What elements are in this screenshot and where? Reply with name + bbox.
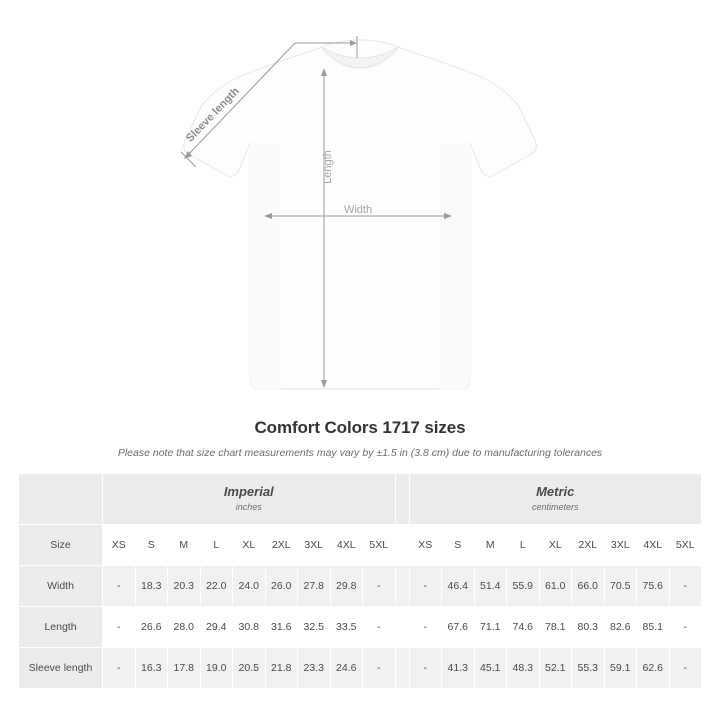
cell-sleeve-metric-5xl: -: [669, 648, 702, 689]
cell-width-imperial-3xl: 27.8: [298, 566, 331, 607]
cell-width-metric-l: 55.9: [507, 566, 540, 607]
cell-length-metric-3xl: 82.6: [604, 607, 637, 648]
row-label-width: Width: [19, 566, 103, 607]
cell-sleeve-imperial-3xl: 23.3: [298, 648, 331, 689]
size-header-imperial-m: M: [168, 525, 201, 566]
size-header-metric-s: S: [442, 525, 475, 566]
cell-length-metric-s: 67.6: [442, 607, 475, 648]
cell-length-metric-m: 71.1: [474, 607, 507, 648]
system-header-row: [19, 474, 702, 525]
cell-length-imperial-s: 26.6: [135, 607, 168, 648]
size-header-gap: [395, 525, 409, 566]
cell-width-imperial-l: 22.0: [200, 566, 233, 607]
cell-width-imperial-s: 18.3: [135, 566, 168, 607]
cell-width-metric-5xl: -: [669, 566, 702, 607]
title-block: [0, 418, 720, 459]
page-title: Comfort Colors 1717 sizes: [254, 418, 466, 437]
cell-length-imperial-5xl: -: [363, 607, 396, 648]
cell-width-metric-4xl: 75.6: [637, 566, 670, 607]
cell-width-metric-2xl: 66.0: [572, 566, 605, 607]
cell-width-imperial-xs: -: [103, 566, 136, 607]
cell-width-imperial-4xl: 29.8: [330, 566, 363, 607]
cell-sleeve-metric-s: 41.3: [442, 648, 475, 689]
cell-length-imperial-xl: 30.8: [233, 607, 266, 648]
size-header-imperial-4xl: 4XL: [330, 525, 363, 566]
system-name-metric: Metric: [536, 484, 575, 500]
cell-width-gap: [395, 566, 409, 607]
cell-width-metric-3xl: 70.5: [604, 566, 637, 607]
cell-length-metric-2xl: 80.3: [572, 607, 605, 648]
cell-length-imperial-2xl: 31.6: [265, 607, 298, 648]
cell-sleeve-metric-m: 45.1: [474, 648, 507, 689]
system-header-gap: [395, 474, 409, 525]
table-row: [19, 566, 702, 607]
system-unit-imperial: inches: [235, 502, 262, 513]
size-header-metric-2xl: 2XL: [572, 525, 605, 566]
cell-length-imperial-4xl: 33.5: [330, 607, 363, 648]
cell-sleeve-imperial-xs: -: [103, 648, 136, 689]
cell-length-gap: [395, 607, 409, 648]
cell-sleeve-gap: [395, 648, 409, 689]
cell-sleeve-imperial-5xl: -: [363, 648, 396, 689]
tolerance-note: Please note that size chart measurements may vary by ±1.5 in (3.8 cm) due to manufacturing tolerances: [117, 447, 603, 459]
system-header-metric: [409, 474, 702, 525]
cell-length-imperial-l: 29.4: [200, 607, 233, 648]
cell-sleeve-metric-2xl: 55.3: [572, 648, 605, 689]
cell-width-imperial-5xl: -: [363, 566, 396, 607]
cell-sleeve-imperial-l: 19.0: [200, 648, 233, 689]
cell-sleeve-imperial-m: 17.8: [168, 648, 201, 689]
size-table: [18, 473, 702, 689]
table-row: [19, 648, 702, 689]
size-header-row: [19, 525, 702, 566]
size-header-metric-xl: XL: [539, 525, 572, 566]
size-header-metric-xs: XS: [409, 525, 442, 566]
cell-width-metric-m: 51.4: [474, 566, 507, 607]
cell-width-imperial-m: 20.3: [168, 566, 201, 607]
row-label-sleeve-length: Sleeve length: [19, 648, 103, 689]
sleeve-length-label: Sleeve length: [183, 85, 242, 145]
cell-sleeve-imperial-xl: 20.5: [233, 648, 266, 689]
system-name-imperial: Imperial: [223, 484, 274, 500]
cell-sleeve-metric-xs: -: [409, 648, 442, 689]
cell-length-imperial-xs: -: [103, 607, 136, 648]
cell-width-metric-s: 46.4: [442, 566, 475, 607]
size-header-metric-3xl: 3XL: [604, 525, 637, 566]
cell-sleeve-metric-xl: 52.1: [539, 648, 572, 689]
size-header-imperial-3xl: 3XL: [298, 525, 331, 566]
cell-length-metric-xs: -: [409, 607, 442, 648]
cell-length-metric-4xl: 85.1: [637, 607, 670, 648]
size-header-imperial-l: L: [200, 525, 233, 566]
size-table-wrap: [0, 473, 720, 689]
cell-width-imperial-xl: 24.0: [233, 566, 266, 607]
cell-sleeve-imperial-2xl: 21.8: [265, 648, 298, 689]
size-header-imperial-5xl: 5XL: [363, 525, 396, 566]
size-header-metric-m: M: [474, 525, 507, 566]
cell-length-metric-xl: 78.1: [539, 607, 572, 648]
cell-sleeve-metric-4xl: 62.6: [637, 648, 670, 689]
size-header-metric-l: L: [507, 525, 540, 566]
cell-sleeve-metric-3xl: 59.1: [604, 648, 637, 689]
size-header-imperial-2xl: 2XL: [265, 525, 298, 566]
row-label-length: Length: [19, 607, 103, 648]
system-unit-metric: centimeters: [531, 502, 579, 513]
cell-sleeve-imperial-s: 16.3: [135, 648, 168, 689]
cell-length-metric-5xl: -: [669, 607, 702, 648]
size-header-metric-5xl: 5XL: [669, 525, 702, 566]
cell-width-metric-xs: -: [409, 566, 442, 607]
system-header-spacer: [19, 474, 103, 525]
cell-sleeve-metric-l: 48.3: [507, 648, 540, 689]
table-row: [19, 607, 702, 648]
size-header-imperial-s: S: [135, 525, 168, 566]
cell-width-imperial-2xl: 26.0: [265, 566, 298, 607]
width-label: Width: [343, 204, 373, 216]
system-header-imperial: [103, 474, 396, 525]
length-label: Length: [322, 150, 334, 184]
size-header-imperial-xl: XL: [233, 525, 266, 566]
cell-length-imperial-m: 28.0: [168, 607, 201, 648]
size-label-cell: Size: [19, 525, 103, 566]
cell-width-metric-xl: 61.0: [539, 566, 572, 607]
cell-length-metric-l: 74.6: [507, 607, 540, 648]
cell-sleeve-imperial-4xl: 24.6: [330, 648, 363, 689]
size-header-imperial-xs: XS: [103, 525, 136, 566]
cell-length-imperial-3xl: 32.5: [298, 607, 331, 648]
size-header-metric-4xl: 4XL: [637, 525, 670, 566]
